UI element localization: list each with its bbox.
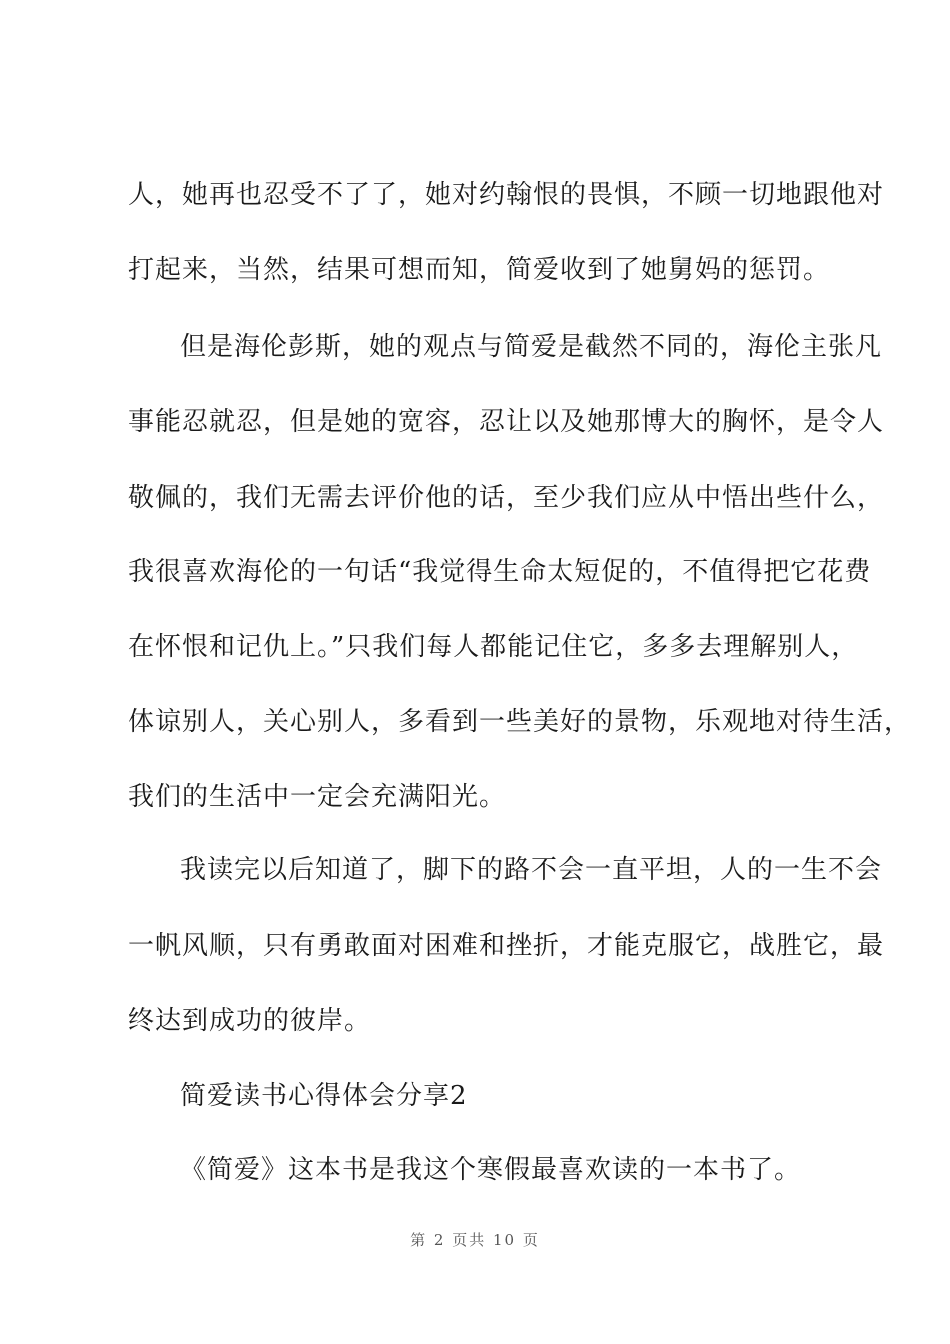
paragraph-start-line: 但是海伦彭斯，她的观点与简爱是截然不同的，海伦主张凡 (180, 332, 883, 362)
text-line: 打起来，当然，结果可想而知，简爱收到了她舅妈的惩罚。 (128, 255, 831, 285)
paragraph-start-line: 我读完以后知道了，脚下的路不会一直平坦，人的一生不会 (180, 855, 883, 885)
text-line: 我们的生活中一定会充满阳光。 (128, 782, 507, 812)
text-line: 在怀恨和记仇上。”只我们每人都能记住它，多多去理解别人， (128, 632, 859, 662)
text-line: 事能忍就忍，但是她的宽容，忍让以及她那博大的胸怀，是令人 (128, 407, 885, 437)
section-heading: 简爱读书心得体会分享2 (180, 1081, 468, 1111)
paragraph-start-line: 《简爱》这本书是我这个寒假最喜欢读的一本书了。 (180, 1155, 802, 1185)
text-line: 我很喜欢海伦的一句话“我觉得生命太短促的，不值得把它花费 (128, 557, 872, 587)
text-line: 敬佩的，我们无需去评价他的话，至少我们应从中悟出些什么， (128, 483, 885, 513)
page-number-footer: 第 2 页共 10 页 (410, 1231, 540, 1249)
text-line: 一帆风顺，只有勇敢面对困难和挫折，才能克服它，战胜它，最 (128, 931, 885, 961)
text-line: 人，她再也忍受不了了，她对约翰恨的畏惧，不顾一切地跟他对 (128, 180, 885, 210)
text-line: 终达到成功的彼岸。 (128, 1006, 372, 1036)
text-line: 体谅别人，关心别人，多看到一些美好的景物，乐观地对待生活， (128, 707, 912, 737)
